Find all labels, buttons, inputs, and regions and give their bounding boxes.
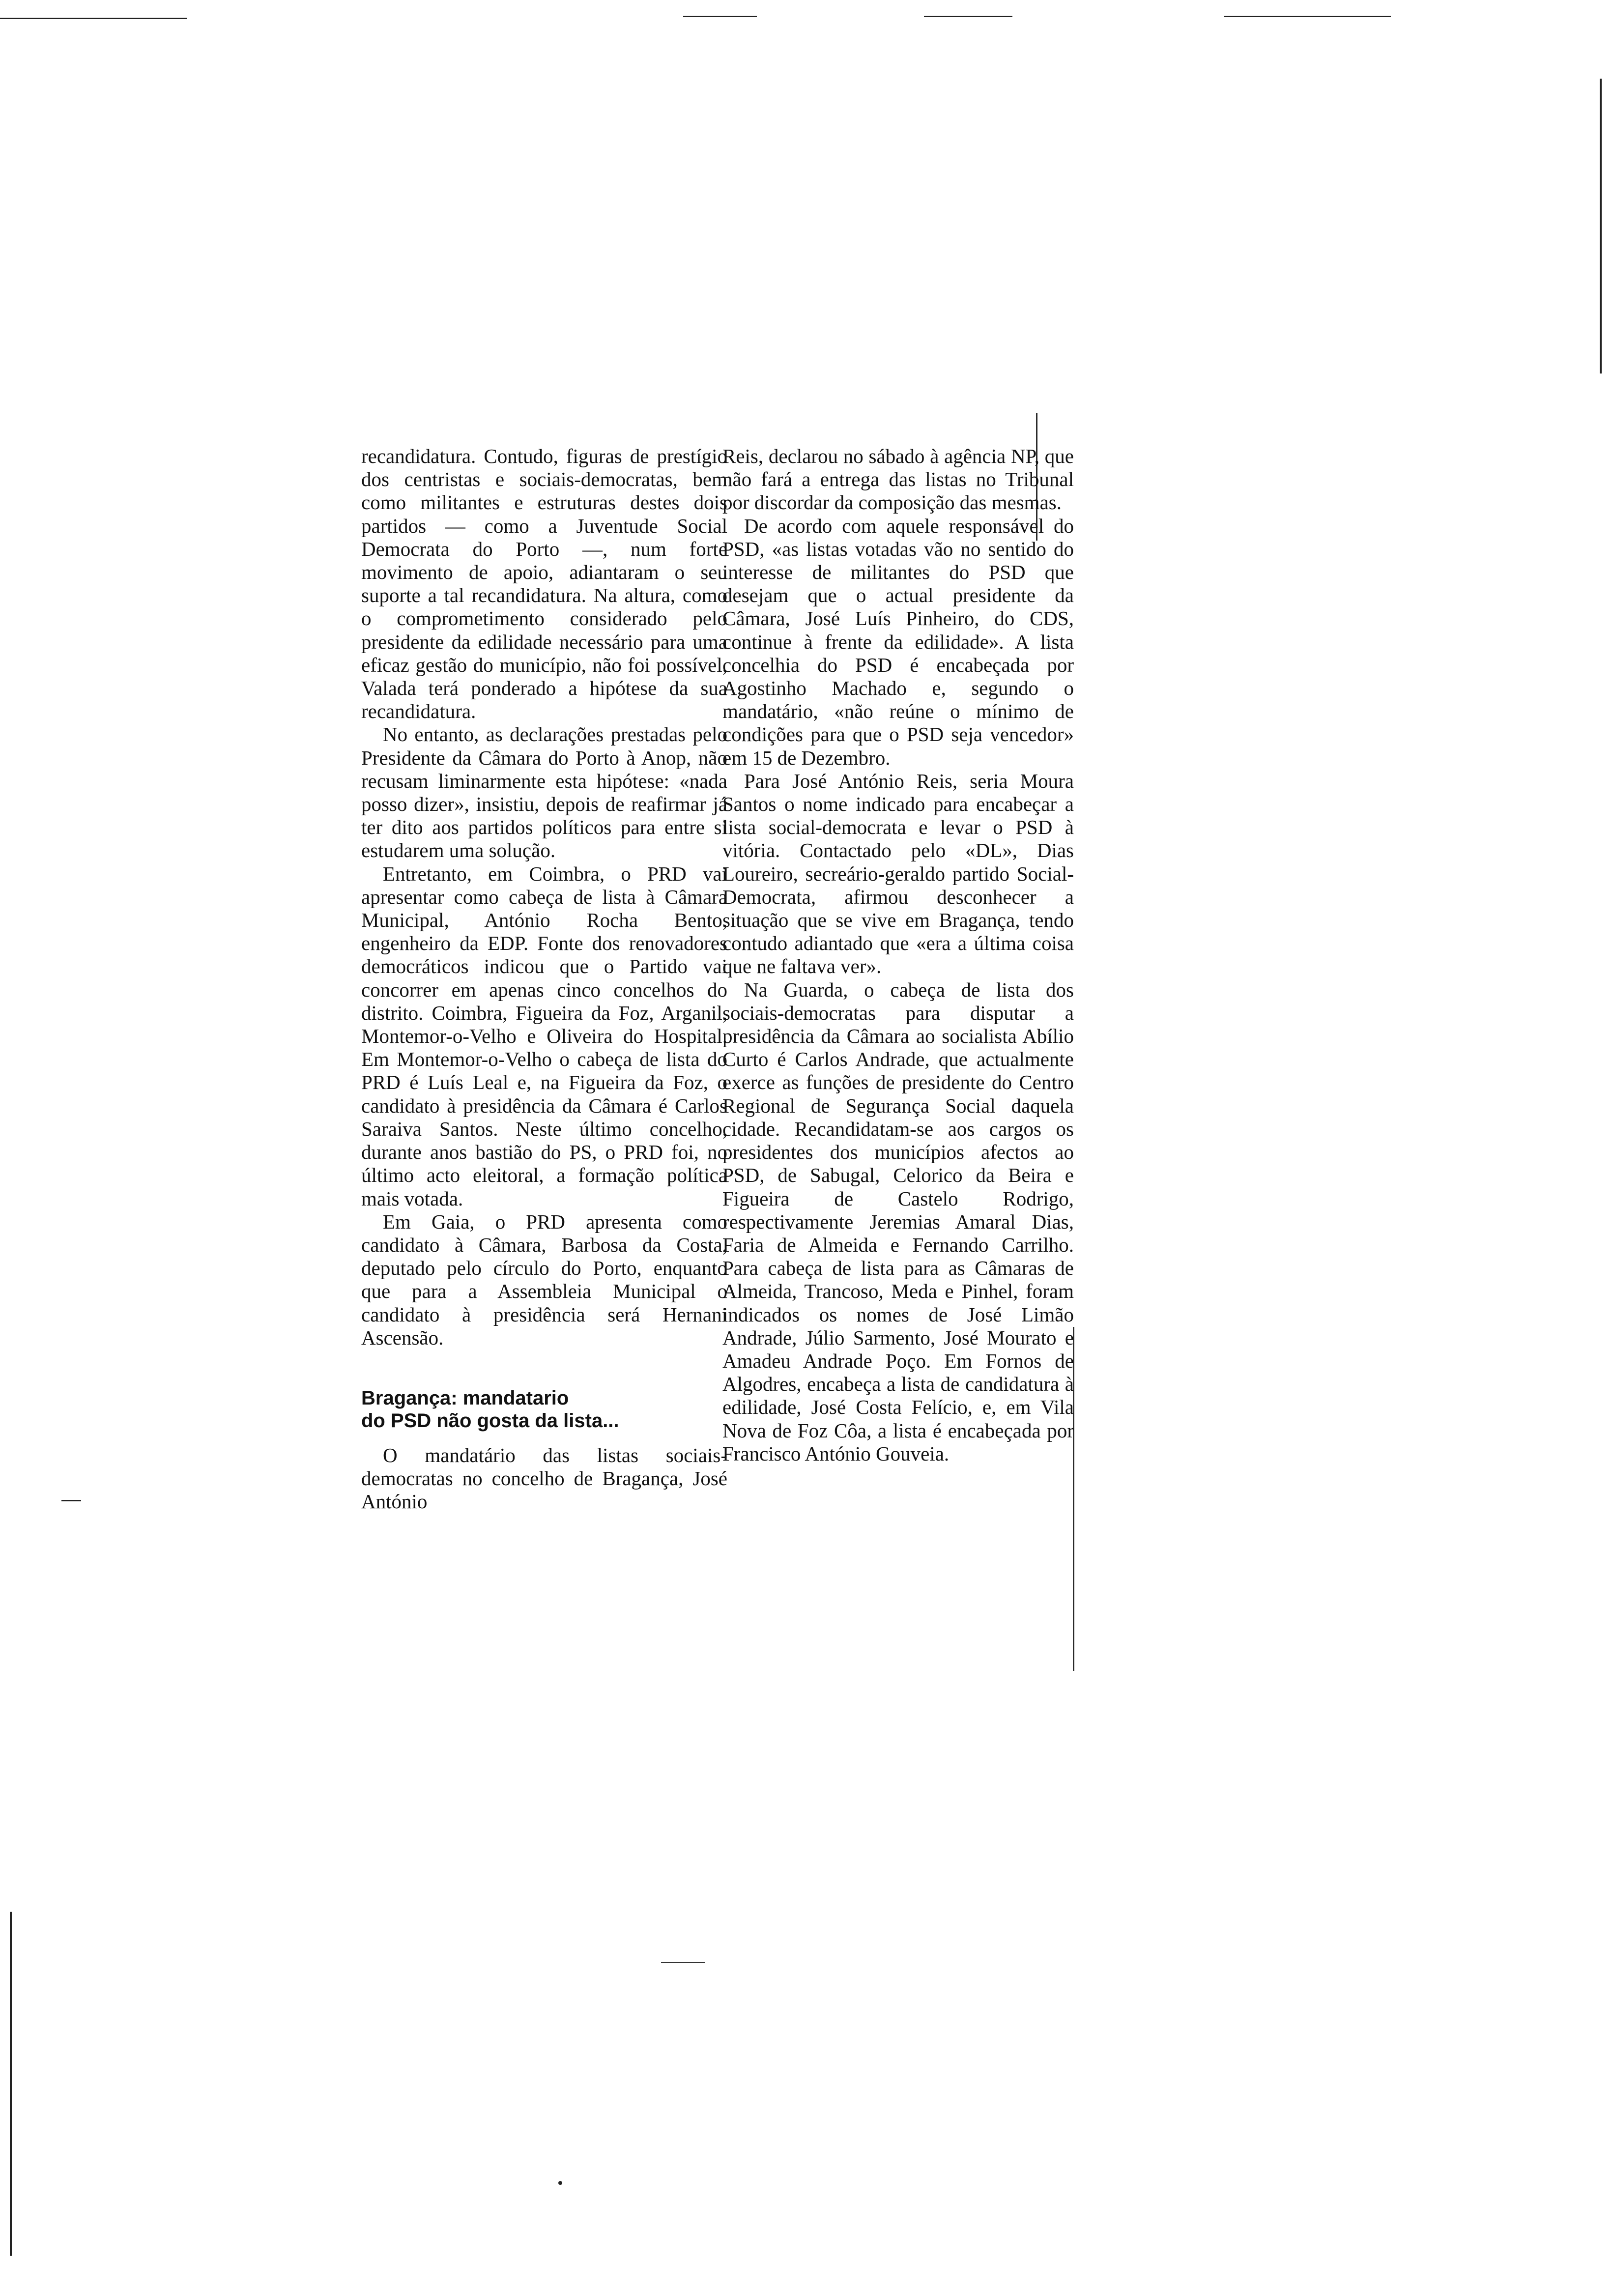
article-paragraph: Entretanto, em Coimbra, o PRD vai apresentar como cabeça de lista à Câmara Municipal, António Rocha Bento, engenheiro da EDP. Fonte dos renovadores democráticos indicou que o Partido vai concorrer em apenas cinco concelhos do distrito. Coimbra, Figueira da Foz, Arganil, Montemor-o-Velho e Oliveira do Hospital. Em Montemor-o-Velho o cabeça de lista do PRD é Luís Leal e, na Figueira da Foz, o candidato à presidência da Câmara é Carlos Saraiva Santos. Neste último concelho, durante anos bastião do PS, o PRD foi, no último acto eleitoral, a formação política mais votada. — [361, 862, 727, 1210]
scan-mark-left-edge — [10, 1912, 12, 2256]
article-paragraph: No entanto, as declarações prestadas pelo Presidente da Câmara do Porto à Anop, não recusam liminarmente esta hipótese: «nada posso dizer», insistiu, depois de reafirmar já ter dito aos partidos políticos para entre si estudarem uma solução. — [361, 723, 727, 862]
subheading-line: Bragança: mandatario — [361, 1387, 569, 1409]
article-paragraph: Em Gaia, o PRD apresenta como candidato à Câmara, Barbosa da Costa, deputado pelo círculo do Porto, enquanto que para a Assembleia Municipal o candidato à presidência será Hernani Ascensão. — [361, 1210, 727, 1349]
article-paragraph: recandidatura. Contudo, figuras de prestígio dos centristas e sociais-democratas, bem como militantes e estruturas destes dois partidos — como a Juventude Social Democrata do Porto —, num forte movimento de apoio, adiantaram o seu suporte a tal recandidatura. Na altura, como o comprometimento considerado pelo presidente da edilidade necessário para uma eficaz gestão do município, não foi possível, Valada terá ponderado a hipótese da sua recandidatura. — [361, 445, 727, 723]
scan-mark-top-3 — [924, 16, 1012, 17]
subheading-line: do PSD não gosta da lista... — [361, 1409, 619, 1432]
scan-mark-top-1 — [0, 18, 187, 19]
article-paragraph: De acordo com aquele responsável do PSD, «as listas votadas vão no sentido do interesse de militantes do PSD que desejam que o actual presidente da Câmara, José Luís Pinheiro, do CDS, continue à frente da edilidade». A lista concelhia do PSD é encabeçada por Agostinho Machado e, segundo o mandatário, «não reúne o mínimo de condições para que o PSD seja vencedor» em 15 de Dezembro. — [722, 514, 1074, 769]
article-paragraph: O mandatário das listas sociais-democratas no concelho de Bragança, José António — [361, 1443, 727, 1513]
scan-mark-dot — [558, 2181, 562, 2185]
article-paragraph: Na Guarda, o cabeça de lista dos sociais-democratas para disputar a presidência da Câmara ao socialista Abílio Curto é Carlos Andrade, que actualmente exerce as funções de presidente do Centro Regional de Segurança Social daquela cidade. Recandidatam-se aos cargos os presidentes dos municípios afectos ao PSD, de Sabugal, Celorico da Beira e Figueira de Castelo Rodrigo, respectivamente Jeremias Amaral Dias, Faria de Almeida e Fernando Carrilho. Para cabeça de lista para as Câmaras de Almeida, Trancoso, Meda e Pinhel, foram indicados os nomes de José Limão Andrade, Júlio Sarmento, José Mourato e Amadeu Andrade Poço. Em Fornos de Algodres, encabeça a lista de candidatura à edilidade, José Costa Felício, e, em Vila Nova de Foz Côa, a lista é encabeçada por Francisco António Gouveia. — [722, 978, 1074, 1465]
article-right-column — [722, 445, 1074, 1465]
scan-mark-right-edge — [1600, 79, 1602, 373]
end-rule — [661, 1962, 705, 1963]
scan-mark-top-2 — [683, 16, 757, 17]
section-subheading — [361, 1387, 727, 1432]
scan-mark-left-dash — [61, 1500, 81, 1501]
article-paragraph: Para José António Reis, seria Moura Santos o nome indicado para encabeçar a lista social-democrata e levar o PSD à vitória. Contactado pelo «DL», Dias Loureiro, secreário-geraldo partido Social-Democrata, afirmou desconhecer a situação que se vive em Bragança, tendo contudo adiantado que «era a última coisa que ne faltava ver». — [722, 769, 1074, 978]
article-paragraph: Reis, declarou no sábado à agência NP, que não fará a entrega das listas no Tribunal por discordar da composição das mesmas. — [722, 445, 1074, 514]
article-left-column — [361, 445, 727, 1514]
scan-mark-top-4 — [1224, 16, 1391, 17]
